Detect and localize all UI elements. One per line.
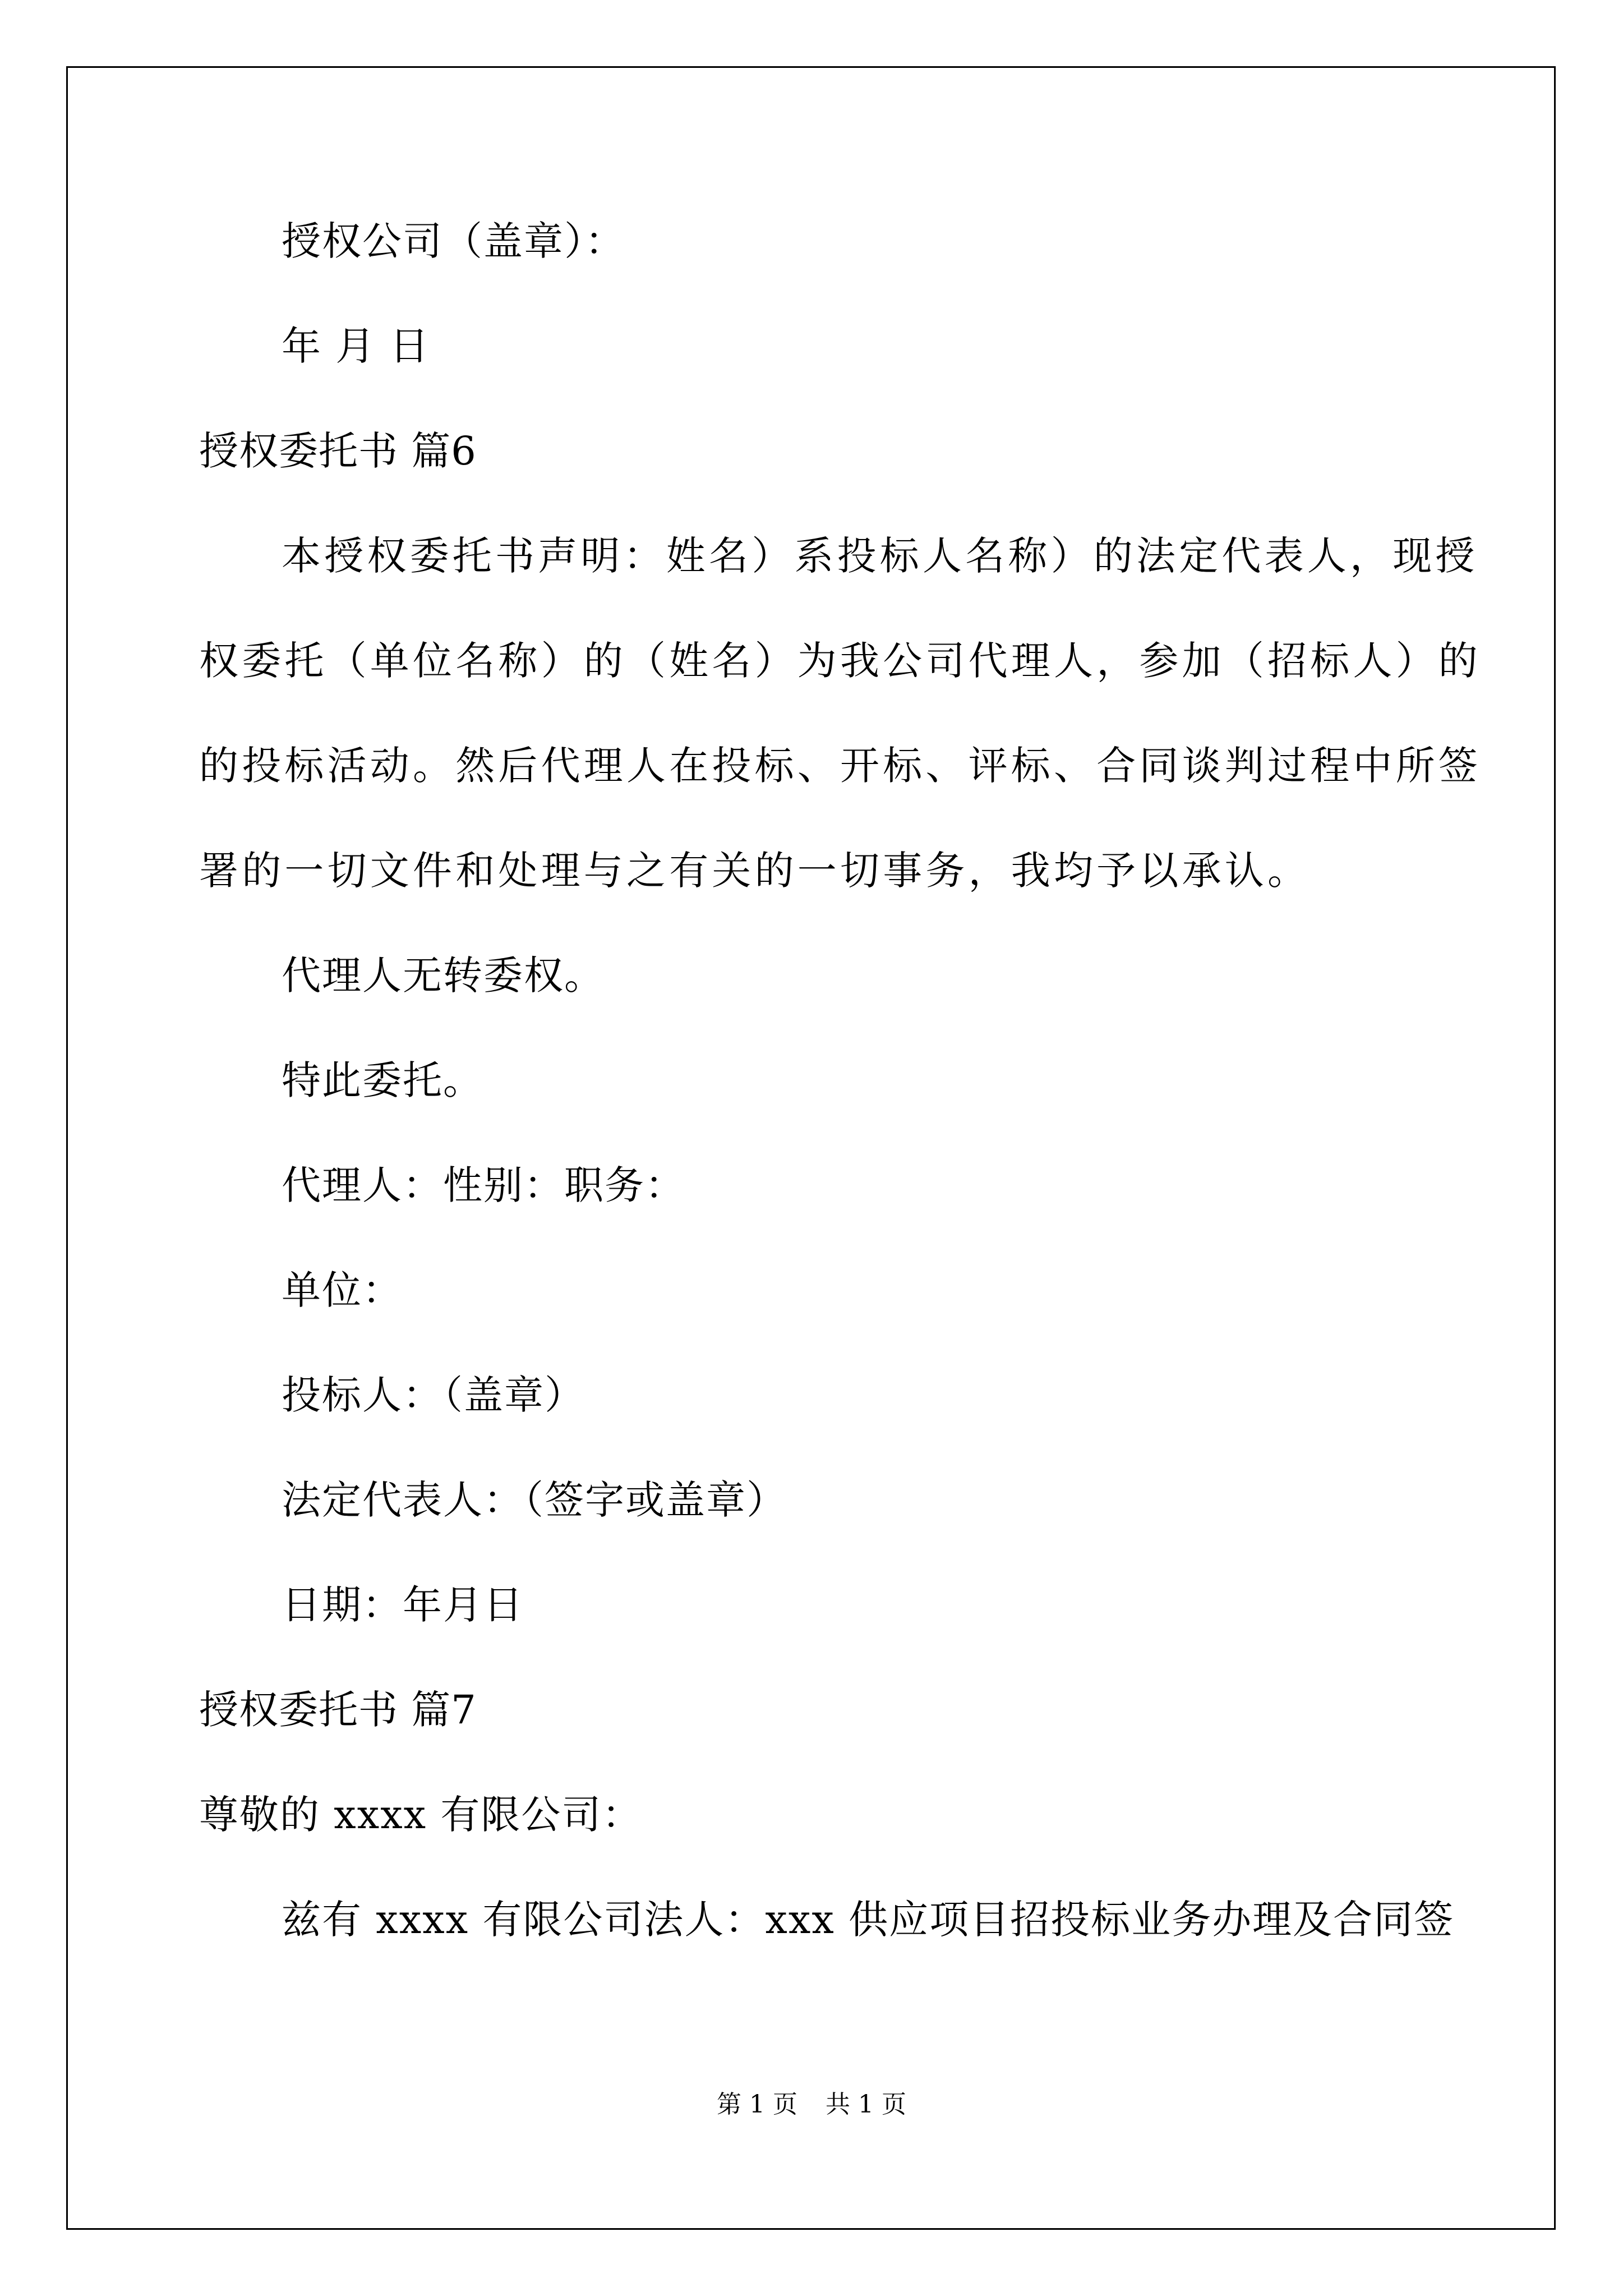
- bidder-seal-line: 投标人：（盖章）: [282, 1372, 585, 1418]
- paragraph-line: 权委托（单位名称）的（姓名）为我公司代理人，参加（招标人）的: [199, 638, 1481, 684]
- date-line: 年 月 日: [282, 323, 430, 369]
- page-number: 第 1 页: [717, 2090, 797, 2119]
- unit-line: 单位：: [282, 1267, 403, 1313]
- paragraph-line: 兹有 xxxx 有限公司法人：xxx 供应项目招投标业务办理及合同签: [282, 1897, 1455, 1943]
- authorizing-company-seal-line: 授权公司（盖章）：: [282, 218, 625, 264]
- paragraph-line: 的投标活动。然后代理人在投标、开标、评标、合同谈判过程中所签: [199, 743, 1481, 789]
- section-heading-6: 授权委托书 篇6: [199, 428, 477, 474]
- legal-rep-signature-line: 法定代表人：（签字或盖章）: [282, 1477, 787, 1523]
- paragraph-line: 署的一切文件和处理与之有关的一切事务，我均予以承认。: [199, 848, 1311, 894]
- no-subdelegation-line: 代理人无转委权。: [282, 953, 605, 999]
- date-field-line: 日期：年月日: [282, 1582, 524, 1628]
- section-heading-7: 授权委托书 篇7: [199, 1687, 477, 1733]
- page-total: 共 1 页: [826, 2090, 906, 2119]
- page-footer: [0, 2088, 1623, 2122]
- agent-info-line: 代理人：性别：职务：: [282, 1162, 685, 1208]
- paragraph-line: 本授权委托书声明：姓名）系投标人名称）的法定代表人，现授: [282, 533, 1478, 579]
- salutation-line: 尊敬的 xxxx 有限公司：: [199, 1792, 643, 1838]
- hereby-entrust-line: 特此委托。: [282, 1057, 483, 1103]
